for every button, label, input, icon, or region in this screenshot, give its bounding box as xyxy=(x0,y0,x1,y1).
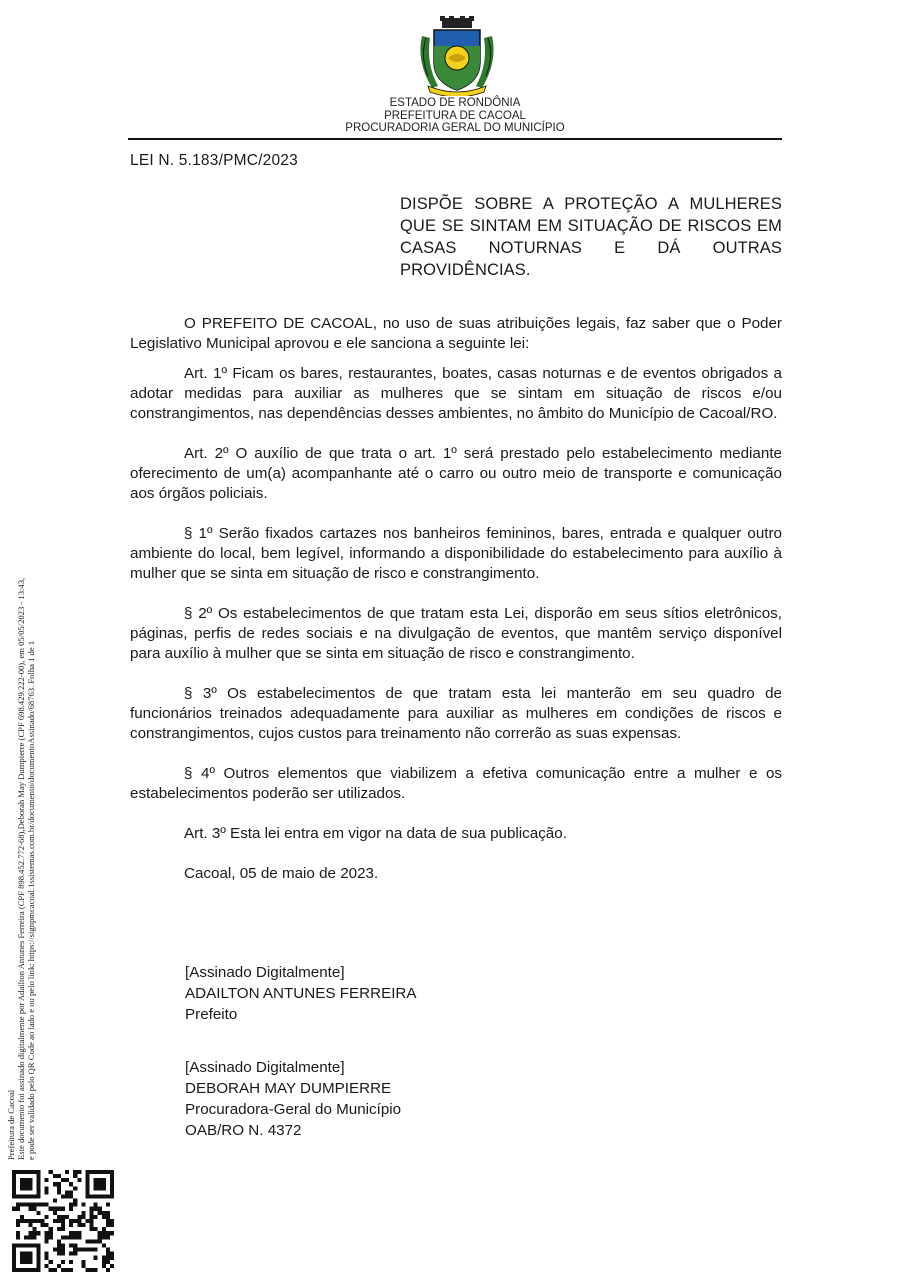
signature-note: [Assinado Digitalmente] xyxy=(185,1059,345,1076)
preamble-paragraph: O PREFEITO DE CACOAL, no uso de suas atribuições legais, faz saber que o Poder Legislativo Municipal aprovou e ele sanciona a seguinte lei: xyxy=(130,315,782,352)
header-state: ESTADO DE RONDÔNIA xyxy=(389,97,521,109)
side-note-line: Este documento foi assinado digitalmente por Adailton Antunes Ferreira (CPF 898.452.772-68),Deborah May Dumpierre (CPF 698.429.222-00), em 05/05/2023 - 13:43, xyxy=(16,577,26,1160)
signer-role: Prefeito xyxy=(185,1006,238,1023)
paragraph-4: § 4º Outros elementos que viabilizem a efetiva comunicação entre a mulher e os estabelecimentos poderão ser utilizados. xyxy=(130,765,782,802)
signature-block-mayor xyxy=(185,962,417,1025)
municipal-coat-of-arms-icon xyxy=(414,16,500,96)
header-divider xyxy=(128,138,782,140)
signature-block-attorney xyxy=(185,1057,401,1141)
law-summary: DISPÕE SOBRE A PROTEÇÃO A MULHERES QUE SE SINTAM EM SITUAÇÃO DE RISCOS EM CASAS NOTURNAS E DÁ OUTRAS PROVIDÊNCIAS. xyxy=(400,195,782,279)
header-city-hall: PREFEITURA DE CACOAL xyxy=(384,109,526,122)
law-number: LEI N. 5.183/PMC/2023 xyxy=(130,152,298,169)
paragraph-3: § 3º Os estabelecimentos de que tratam esta lei manterão em seu quadro de funcionários treinados adequadamente para auxiliar as mulheres em condições de riscos e constrangimentos, cujos custos para treinamento não correrão as suas expensas. xyxy=(130,685,782,742)
article-3: Art. 3º Esta lei entra em vigor na data de sua publicação. xyxy=(184,825,567,842)
article-1: Art. 1º Ficam os bares, restaurantes, boates, casas noturnas e de eventos obrigados a adotar medidas para auxiliar as mulheres que se sintam em situação de riscos e/ou constrangimentos, nas dependências desses ambientes, no âmbito do Município de Cacoal/RO. xyxy=(130,365,782,422)
law-body xyxy=(130,314,782,884)
signer-name: ADAILTON ANTUNES FERREIRA xyxy=(185,985,417,1002)
signature-note: [Assinado Digitalmente] xyxy=(185,964,345,981)
signer-role: Procuradora-Geral do Município xyxy=(185,1101,402,1118)
side-note-line: e pode ser validado pelo QR Code ao lado e ou pelo link: https://signpmcacoal.1ssistemas.com.br/documento/documentoAssinado/68763. Folha 1 de 1 xyxy=(26,640,36,1160)
paragraph-1: § 1º Serão fixados cartazes nos banheiros femininos, bares, entrada e qualquer outro ambiente do local, bem legível, informando a disponibilidade do estabelecimento para auxílio à mulher que se sinta em situação de risco e constrangimento. xyxy=(130,525,782,582)
article-2: Art. 2º O auxílio de que trata o art. 1º será prestado pelo estabelecimento mediante oferecimento de um(a) acompanhante até o carro ou outro meio de transporte e comunicação aos órgãos policiais. xyxy=(130,445,782,502)
paragraph-2: § 2º Os estabelecimentos de que tratam esta Lei, disporão em seus sítios eletrônicos, páginas, perfis de redes sociais e na divulgação de eventos, que mantêm serviço disponível para auxílio à mulher que se sinta em situação de risco e constrangimento. xyxy=(130,605,782,662)
side-note-line: Prefeitura de Cacoal xyxy=(6,1089,16,1160)
date-line: Cacoal, 05 de maio de 2023. xyxy=(184,865,379,882)
signer-name: DEBORAH MAY DUMPIERRE xyxy=(185,1080,392,1097)
validation-qr-code-icon[interactable] xyxy=(12,1170,114,1272)
header-department: PROCURADORIA GERAL DO MUNICÍPIO xyxy=(345,122,565,134)
institution-header xyxy=(300,97,610,135)
signer-oab: OAB/RO N. 4372 xyxy=(185,1122,302,1139)
digital-signature-note xyxy=(6,420,36,1160)
